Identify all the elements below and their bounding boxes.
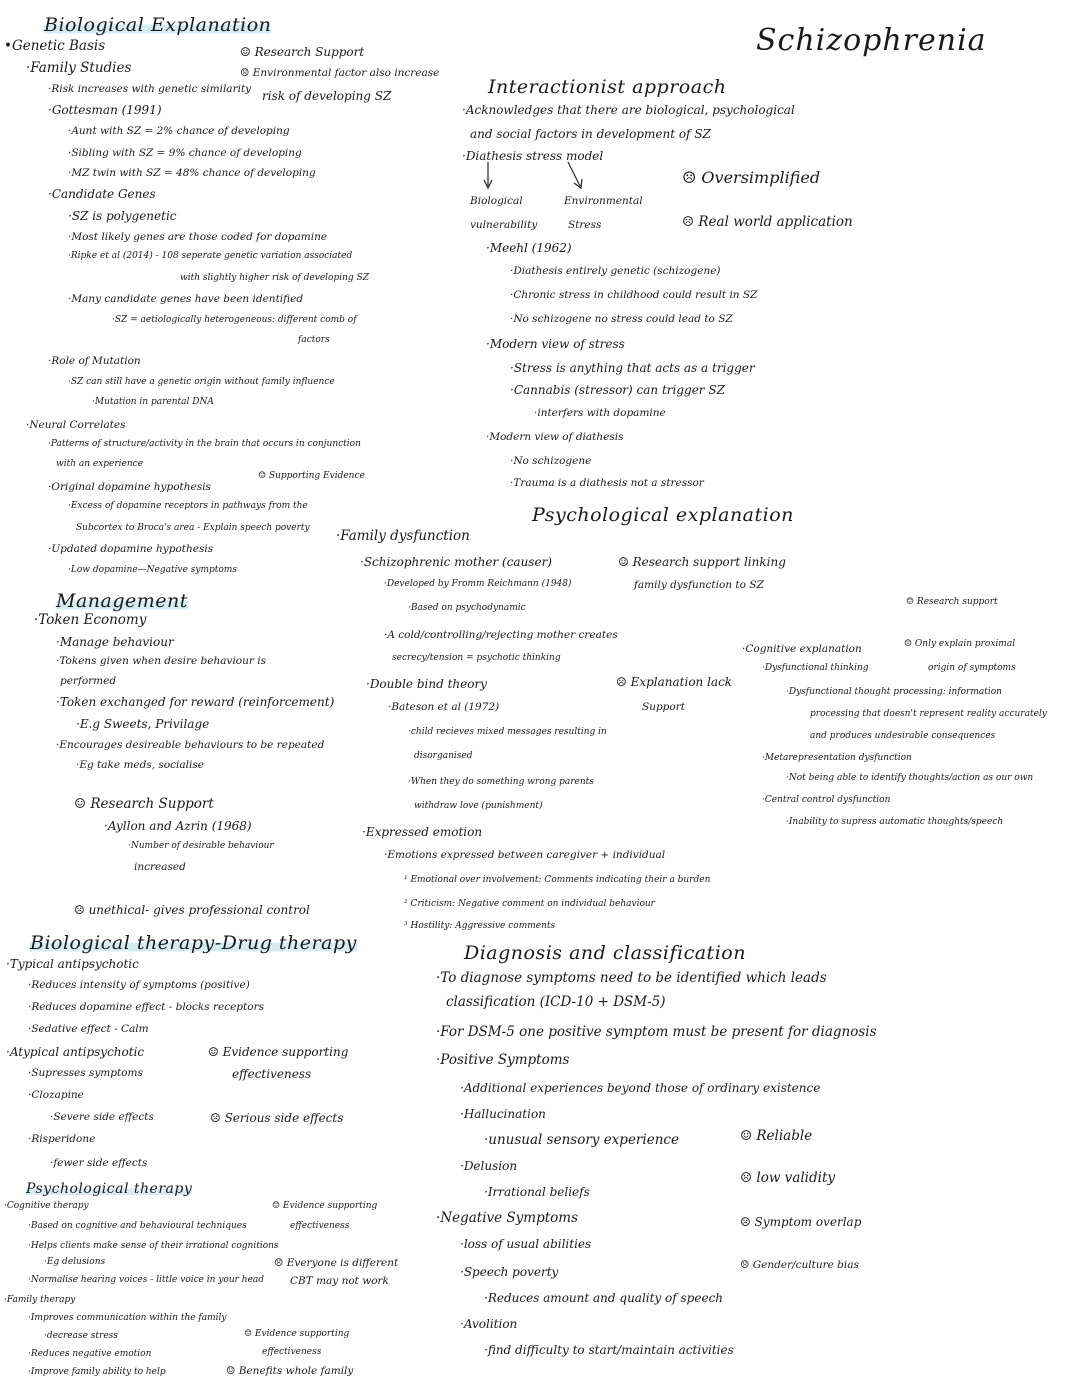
- note-line: ☺ Supporting Evidence: [258, 471, 365, 481]
- note-line: ·Risk increases with genetic similarity: [48, 83, 252, 95]
- note-line: vulnerability: [470, 219, 538, 231]
- note-line: performed: [60, 675, 117, 687]
- note-line: ☺ Reliable: [740, 1128, 813, 1144]
- note-line: ·interfers with dopamine: [534, 407, 666, 419]
- note-line: ·Sedative effect - Calm: [28, 1023, 149, 1035]
- note-line: ·fewer side effects: [50, 1157, 148, 1169]
- note-line: ☺ Research Support: [74, 796, 214, 812]
- note-line: ·Family Studies: [26, 60, 132, 76]
- note-line: ·Atypical antipsychotic: [6, 1045, 145, 1059]
- note-line: CBT may not work: [290, 1275, 389, 1287]
- note-line: ·Expressed emotion: [362, 825, 483, 839]
- note-line: ·Avolition: [460, 1317, 518, 1331]
- note-line: ·Original dopamine hypothesis: [48, 481, 211, 493]
- note-line: ·Token Economy: [34, 612, 147, 628]
- note-line: ·Positive Symptoms: [436, 1052, 570, 1068]
- note-line: ·Many candidate genes have been identified: [68, 293, 304, 305]
- note-line: ·MZ twin with SZ = 48% chance of developing: [68, 167, 316, 179]
- note-line: ² Criticism: Negative comment on individual behaviour: [404, 899, 655, 909]
- section-heading: Biological Explanation: [44, 14, 272, 36]
- note-line: Support: [642, 701, 685, 713]
- note-line: ☺ Evidence supporting: [272, 1201, 378, 1211]
- note-line: ·Hallucination: [460, 1107, 546, 1121]
- note-line: ¹ Emotional over involvement: Comments indicating their a burden: [404, 875, 711, 885]
- note-line: ·Based on psychodynamic: [408, 603, 526, 613]
- note-line: ·E.g Sweets, Privilage: [76, 717, 210, 731]
- note-line: Stress: [568, 219, 602, 231]
- note-line: ☺ Research support linking: [618, 555, 786, 569]
- note-line: ☹ low validity: [740, 1170, 836, 1186]
- note-line: ·Tokens given when desire behaviour is: [56, 655, 266, 667]
- note-line: ☹ Real world application: [682, 214, 853, 230]
- note-line: ·Severe side effects: [50, 1111, 154, 1123]
- note-line: ·Dysfunctional thought processing: information: [786, 687, 1002, 697]
- note-line: secrecy/tension = psychotic thinking: [392, 653, 561, 663]
- note-line: ·Modern view of stress: [486, 337, 625, 351]
- note-line: withdraw love (punishment): [414, 801, 543, 811]
- note-line: ·Diathesis stress model: [462, 149, 604, 163]
- note-line: family dysfunction to SZ: [634, 579, 764, 591]
- note-line: ☹ Environmental factor also increase: [240, 67, 440, 79]
- note-line: ·Typical antipsychotic: [6, 957, 139, 971]
- note-line: Biological: [470, 195, 523, 207]
- note-line: ☹ Serious side effects: [210, 1111, 344, 1125]
- note-line: processing that doesn't represent reality accurately: [810, 709, 1047, 719]
- note-line: ☺ Research Support: [240, 45, 365, 59]
- note-line: ☹ Symptom overlap: [740, 1215, 862, 1229]
- note-line: ·Family therapy: [4, 1295, 76, 1305]
- note-line: effectiveness: [262, 1347, 322, 1357]
- note-line: ·Meehl (1962): [486, 241, 572, 255]
- note-line: ·child recieves mixed messages resulting in: [408, 727, 607, 737]
- note-line: ·Risperidone: [28, 1133, 96, 1145]
- note-line: ·Eg take meds, socialise: [76, 759, 204, 771]
- note-line: ·Role of Mutation: [48, 355, 141, 367]
- note-line: ·Gottesman (1991): [48, 103, 162, 117]
- note-line: ☺ Evidence supporting: [244, 1329, 350, 1339]
- section-heading: Management: [56, 590, 188, 612]
- note-line: ·Reduces negative emotion: [28, 1349, 152, 1359]
- note-line: ·Additional experiences beyond those of ordinary existence: [460, 1081, 821, 1095]
- note-line: ·Clozapine: [28, 1089, 84, 1101]
- note-line: ·Developed by Fromm Reichmann (1948): [384, 579, 572, 589]
- note-line: ·Negative Symptoms: [436, 1210, 579, 1226]
- note-line: ·SZ is polygenetic: [68, 209, 177, 223]
- note-line: ·Improves communication within the family: [28, 1313, 227, 1323]
- section-heading: Biological therapy-Drug therapy: [30, 932, 357, 954]
- note-line: ☹ Explanation lack: [616, 675, 733, 689]
- note-line: factors: [298, 335, 330, 345]
- note-line: ·Modern view of diathesis: [486, 431, 624, 443]
- note-line: with slightly higher risk of developing SZ: [180, 273, 369, 283]
- note-line: ·Chronic stress in childhood could result in SZ: [510, 289, 758, 301]
- note-line: ·Irrational beliefs: [484, 1185, 590, 1199]
- note-line: increased: [134, 861, 186, 873]
- note-line: ·Cognitive therapy: [4, 1201, 89, 1211]
- note-line: Environmental: [564, 195, 643, 207]
- note-line: ·Ayllon and Azrin (1968): [104, 819, 252, 833]
- note-line: ·Cognitive explanation: [742, 643, 862, 655]
- note-line: ·To diagnose symptoms need to be identified which leads: [436, 970, 827, 986]
- note-line: ·A cold/controlling/rejecting mother creates: [384, 629, 618, 641]
- note-line: ·SZ = aetiologically heterogeneous: different comb of: [112, 315, 357, 325]
- note-line: ·Family dysfunction: [336, 528, 470, 544]
- note-line: effectiveness: [290, 1221, 350, 1231]
- note-line: ·Reduces dopamine effect - blocks receptors: [28, 1001, 264, 1013]
- note-line: ·Token exchanged for reward (reinforcement): [56, 695, 335, 709]
- note-line: ·Reduces intensity of symptoms (positive): [28, 979, 250, 991]
- note-line: ☹ unethical- gives professional control: [74, 903, 310, 917]
- note-line: ·Dysfunctional thinking: [762, 663, 869, 673]
- note-line: ·unusual sensory experience: [484, 1132, 679, 1148]
- note-line: disorganised: [414, 751, 473, 761]
- note-line: origin of symptoms: [928, 663, 1016, 673]
- section-heading: Interactionist approach: [488, 76, 727, 98]
- note-line: •Genetic Basis: [4, 38, 106, 54]
- note-line: classification (ICD-10 + DSM-5): [446, 994, 666, 1010]
- note-line: ☹ Oversimplified: [682, 168, 821, 187]
- note-line: ·loss of usual abilities: [460, 1237, 592, 1251]
- note-line: ·Encourages desireable behaviours to be repeated: [56, 739, 325, 751]
- section-heading: Psychological explanation: [532, 504, 794, 526]
- note-line: ·Neural Correlates: [26, 419, 126, 431]
- note-line: ·SZ can still have a genetic origin without family influence: [68, 377, 335, 387]
- note-line: ·Not being able to identify thoughts/action as our own: [786, 773, 1034, 783]
- note-line: ·decrease stress: [44, 1331, 118, 1341]
- note-line: ·Excess of dopamine receptors in pathways from the: [68, 501, 308, 511]
- note-line: ·No schizogene no stress could lead to SZ: [510, 313, 733, 325]
- note-line: ·Delusion: [460, 1159, 518, 1173]
- note-line: ·Candidate Genes: [48, 187, 156, 201]
- note-line: ·Stress is anything that acts as a trigger: [510, 361, 755, 375]
- note-line: and produces undesirable consequences: [810, 731, 996, 741]
- note-line: ☺ Research support: [906, 597, 998, 607]
- note-line: ☹ Only explain proximal: [904, 639, 1016, 649]
- diathesis-arrows: [476, 158, 616, 198]
- note-line: ·Reduces amount and quality of speech: [484, 1291, 724, 1305]
- note-line: ·Speech poverty: [460, 1265, 559, 1279]
- note-line: Subcortex to Broca's area - Explain speech poverty: [76, 523, 310, 533]
- note-line: ·Manage behaviour: [56, 635, 174, 649]
- page-title: Schizophrenia: [756, 23, 987, 58]
- note-line: ·Improve family ability to help: [28, 1367, 166, 1377]
- note-line: effectiveness: [232, 1067, 312, 1081]
- note-line: ·Central control dysfunction: [762, 795, 891, 805]
- note-line: ·Updated dopamine hypothesis: [48, 543, 214, 555]
- note-line: ☹ Gender/culture bias: [740, 1259, 859, 1271]
- note-line: ·Supresses symptoms: [28, 1067, 143, 1079]
- note-line: risk of developing SZ: [262, 89, 392, 103]
- note-line: ·Trauma is a diathesis not a stressor: [510, 477, 704, 489]
- note-line: ☺ Benefits whole family: [226, 1365, 354, 1377]
- note-line: ³ Hostility: Aggressive comments: [404, 921, 556, 931]
- note-line: ·Based on cognitive and behavioural techniques: [28, 1221, 247, 1231]
- note-line: ·Helps clients make sense of their irrational cognitions: [28, 1241, 279, 1251]
- note-line: ·Acknowledges that there are biological, psychological: [462, 103, 795, 117]
- note-line: ·Ripke et al (2014) - 108 seperate genetic variation associated: [68, 251, 353, 261]
- note-line: ·Cannabis (stressor) can trigger SZ: [510, 383, 725, 397]
- section-heading: Psychological therapy: [26, 1181, 193, 1197]
- note-line: ·Normalise hearing voices - little voice in your head: [28, 1275, 265, 1285]
- note-line: ·find difficulty to start/maintain activities: [484, 1343, 734, 1357]
- note-line: ☺ Evidence supporting: [208, 1045, 349, 1059]
- note-line: ·Double bind theory: [366, 677, 487, 691]
- note-line: ·Low dopamine—Negative symptoms: [68, 565, 237, 575]
- note-line: ·Mutation in parental DNA: [92, 397, 214, 407]
- note-line: ·For DSM-5 one positive symptom must be present for diagnosis: [436, 1024, 877, 1040]
- note-line: ·Aunt with SZ = 2% chance of developing: [68, 125, 290, 137]
- note-line: ·Schizophrenic mother (causer): [360, 555, 552, 569]
- note-line: ·Inability to supress automatic thoughts/speech: [786, 817, 1004, 827]
- note-line: ·When they do something wrong parents: [408, 777, 594, 787]
- note-line: and social factors in development of SZ: [470, 127, 711, 141]
- note-line: ·Bateson et al (1972): [388, 701, 500, 713]
- section-heading: Diagnosis and classification: [464, 942, 746, 964]
- note-line: with an experience: [56, 459, 144, 469]
- note-line: ·Number of desirable behaviour: [128, 841, 274, 851]
- note-line: ·Diathesis entirely genetic (schizogene): [510, 265, 721, 277]
- note-line: ·No schizogene: [510, 455, 592, 467]
- note-line: ·Metarepresentation dysfunction: [762, 753, 912, 763]
- note-line: ·Most likely genes are those coded for dopamine: [68, 231, 328, 243]
- note-line: ·Sibling with SZ = 9% chance of developing: [68, 147, 302, 159]
- note-line: ·Eg delusions: [44, 1257, 106, 1267]
- note-line: ·Patterns of structure/activity in the brain that occurs in conjunction: [48, 439, 361, 449]
- note-line: ·Emotions expressed between caregiver + individual: [384, 849, 666, 861]
- note-line: ☹ Everyone is different: [274, 1257, 399, 1269]
